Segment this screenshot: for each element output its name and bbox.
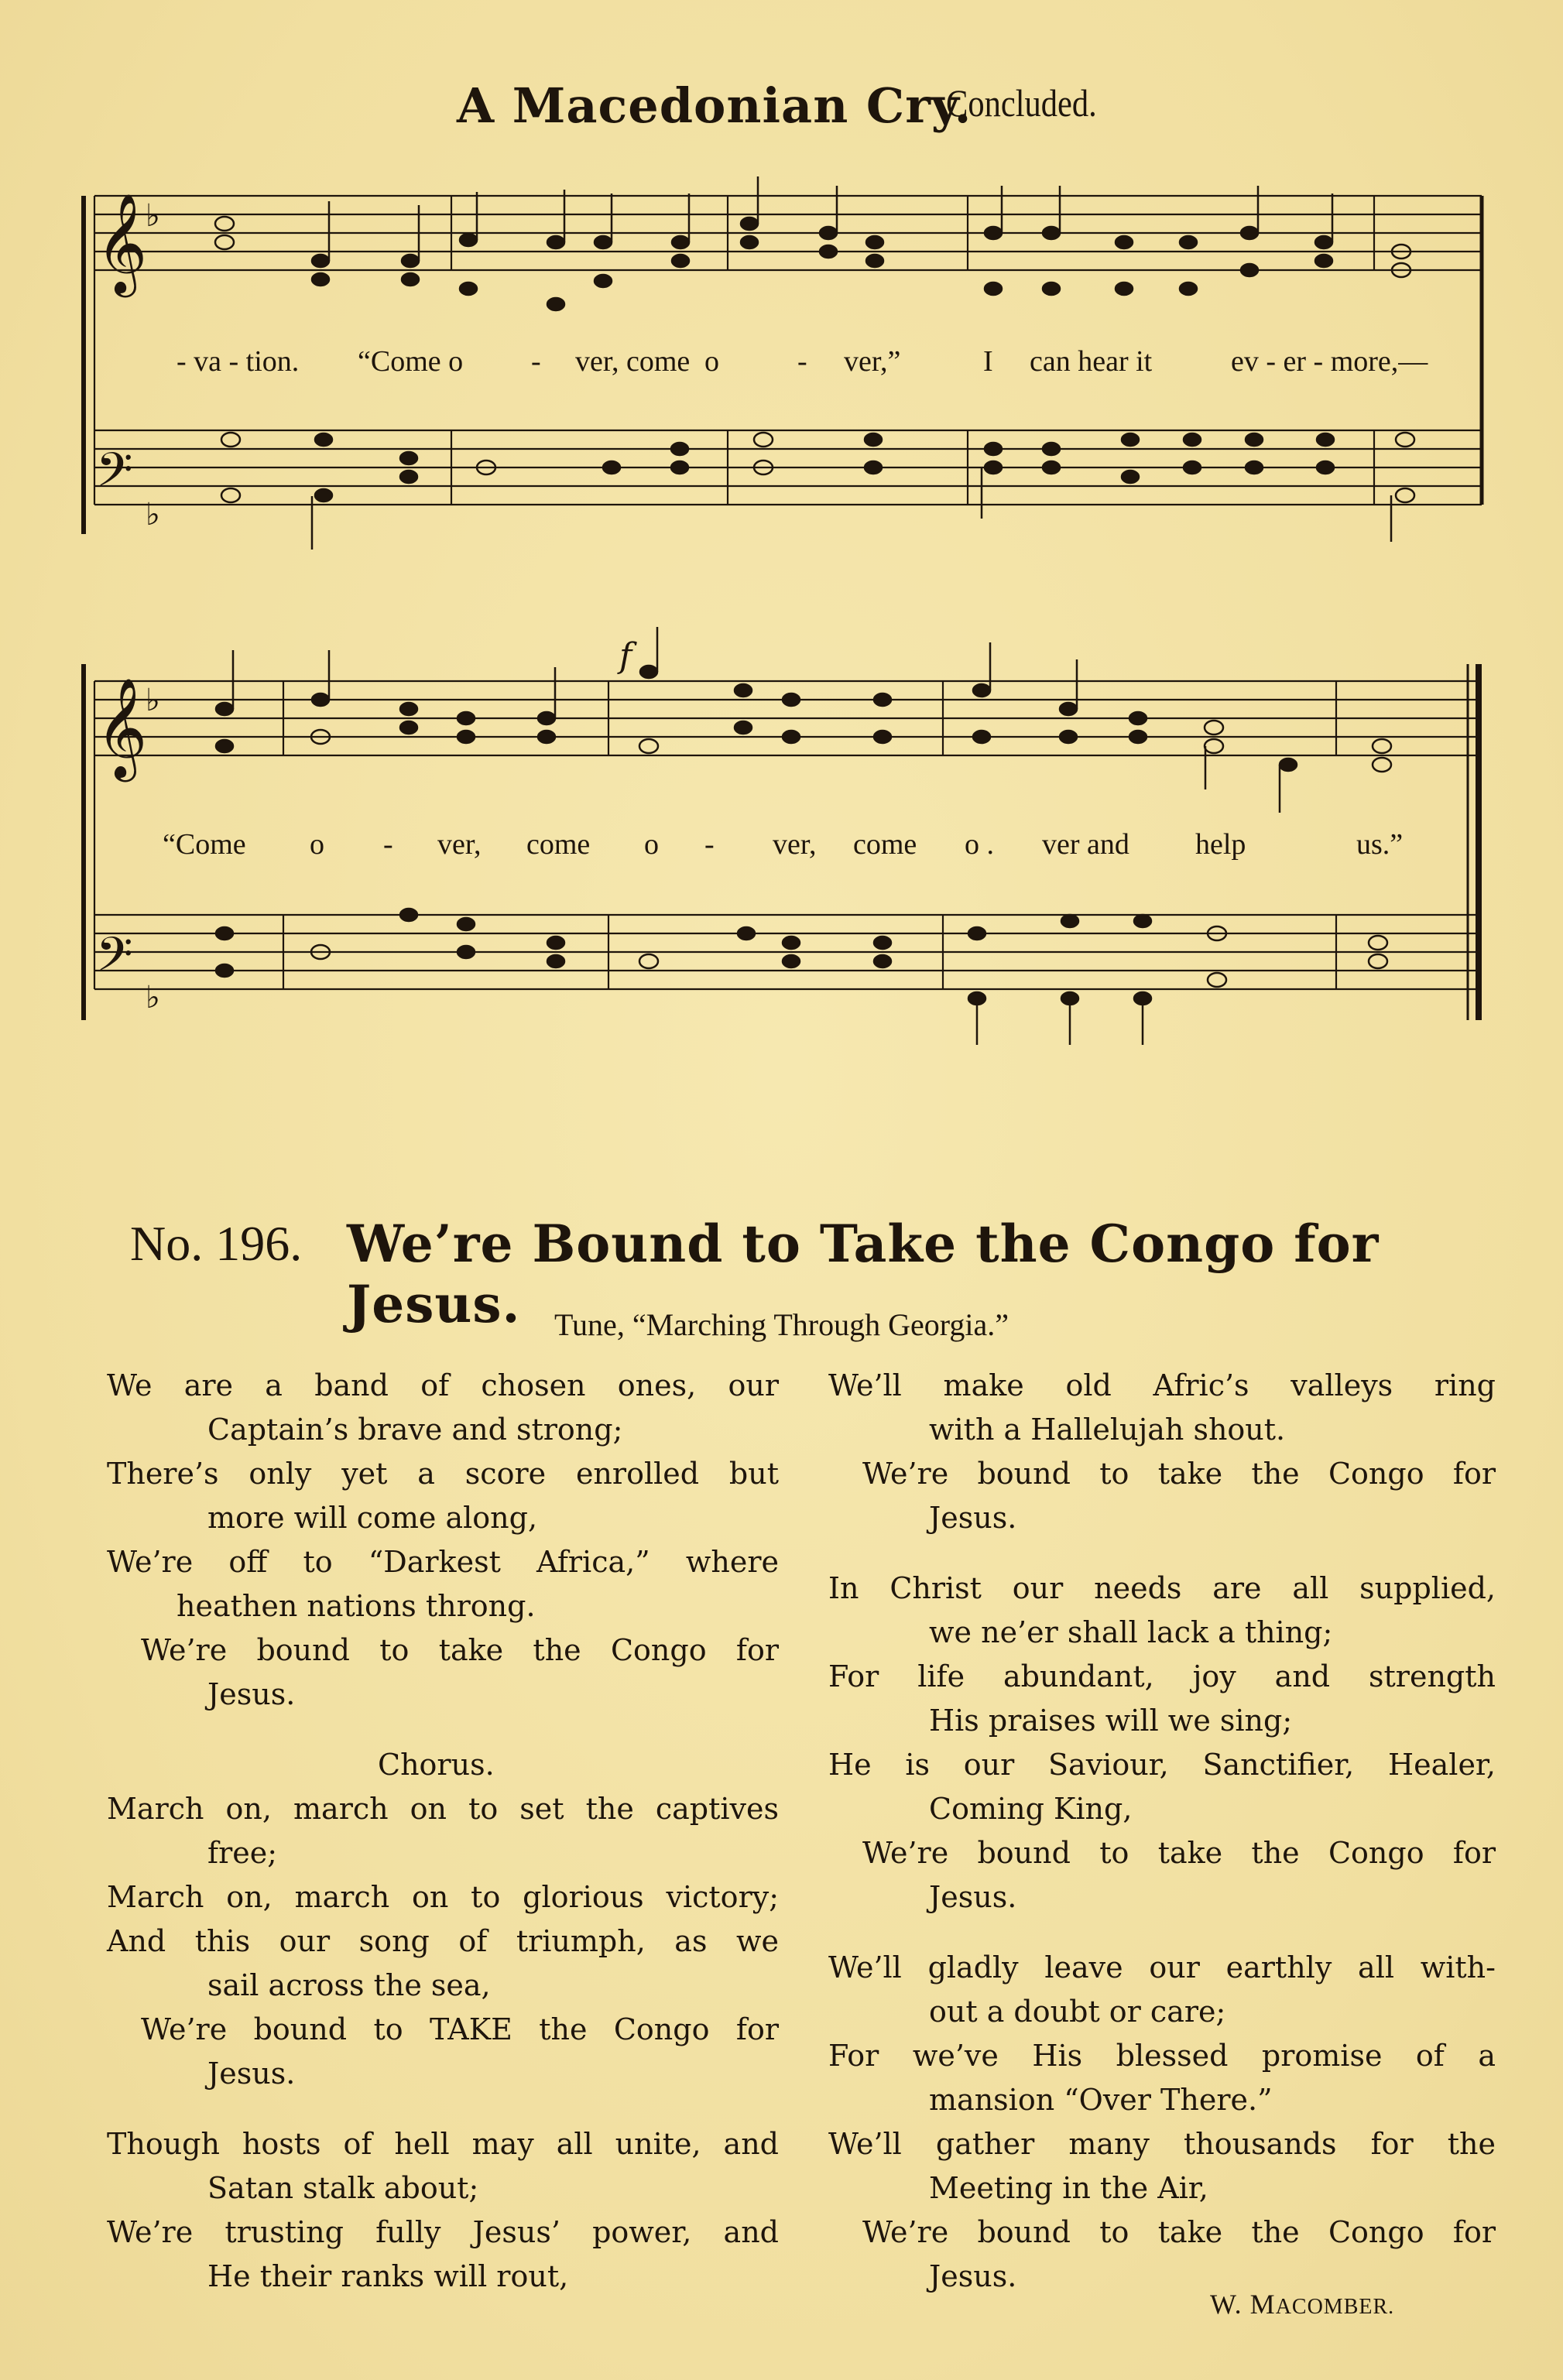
- staff-bass-1: [94, 430, 1482, 505]
- stanza-4-line-2: out a doubt or care;: [929, 1995, 1226, 2029]
- bass-clef-icon: 𝄢: [96, 443, 133, 509]
- chorus-line-4: And this our song of triumph, as we: [107, 1924, 779, 1958]
- stanza-1-line-2: Captain’s brave and strong;: [207, 1413, 623, 1447]
- lyric-s2-9: come: [853, 828, 917, 861]
- stanza-2a: [107, 2122, 779, 2299]
- dynamic-forte: f: [619, 636, 632, 676]
- lyric-s2-12: help: [1195, 828, 1246, 861]
- chorus-line-1: March on, march on to set the captives: [107, 1792, 779, 1826]
- author-surname: ACOMBER.: [1275, 2295, 1395, 2319]
- stanza-3-line-5: He is our Saviour, Sanctifier, Healer,: [828, 1748, 1496, 1782]
- lyric-s1-9: can hear it: [1030, 345, 1153, 378]
- lyric-s1-3: -: [531, 345, 541, 378]
- staff-treble-1: [94, 196, 1482, 270]
- treble-clef-icon: 𝄞: [96, 193, 148, 293]
- lyric-s2-2: o: [310, 828, 324, 861]
- author-credit: [1210, 2288, 1394, 2320]
- music-score: [0, 0, 1563, 1084]
- lyric-s2-10: o .: [965, 828, 994, 861]
- lyric-s1-2: “Come o: [358, 345, 464, 378]
- hymn-number: No. 196.: [130, 1216, 303, 1271]
- page-header-concluded: Concluded.: [946, 81, 1097, 125]
- staff-treble-2: [94, 681, 1482, 755]
- hymn-title: We’re Bound to Take the Congo for Jesus.: [347, 1214, 1380, 1334]
- svg-text:♭: ♭: [146, 683, 160, 718]
- page-header-title: A Macedonian Cry.: [457, 77, 972, 134]
- stanza-3-line-2: we ne’er shall lack a thing;: [929, 1615, 1333, 1649]
- chorus: [107, 1743, 779, 2096]
- chorus-line-7: Jesus.: [207, 2056, 296, 2091]
- stanza-2-line-4: He their ranks will rout,: [207, 2259, 569, 2293]
- stanza-1-line-4: more will come along,: [207, 1501, 538, 1535]
- chorus-line-6: We’re bound to TAKE the Congo for: [141, 2012, 779, 2046]
- stanza-4-line-4: mansion “Over There.”: [929, 2083, 1273, 2117]
- stanza-1-line-5: We’re off to “Darkest Africa,” where: [107, 1545, 779, 1579]
- stanza-2-line-2: Satan stalk about;: [207, 2171, 479, 2205]
- chorus-line-5: sail across the sea,: [207, 1968, 491, 2002]
- stanza-1-line-7: We’re bound to take the Congo for: [141, 1633, 779, 1667]
- stanza-3-line-6: Coming King,: [929, 1792, 1133, 1826]
- lyric-s2-4: ver,: [437, 828, 482, 861]
- stanza-2-line-5: We’ll make old Afric’s valleys ring: [828, 1368, 1496, 1402]
- stanza-1: [107, 1364, 779, 1717]
- stanza-4-line-6: Meeting in the Air,: [929, 2171, 1208, 2205]
- stanza-1-line-1: We are a band of chosen ones, our: [107, 1368, 779, 1402]
- chorus-heading: Chorus.: [378, 1748, 495, 1782]
- lyric-s1-10: ev - er - more,—: [1231, 345, 1428, 378]
- lyric-s2-3: -: [383, 828, 393, 861]
- stanza-3: [828, 1567, 1496, 1919]
- lyric-s1-6: -: [797, 345, 807, 378]
- stanza-1-line-8: Jesus.: [207, 1677, 296, 1711]
- lyric-s2-11: ver and: [1042, 828, 1129, 861]
- stanza-4-line-7: We’re bound to take the Congo for: [862, 2215, 1496, 2249]
- stanza-2-line-1: Though hosts of hell may all unite, and: [107, 2127, 779, 2161]
- lyric-s2-7: -: [704, 828, 715, 861]
- stanza-3-line-7: We’re bound to take the Congo for: [862, 1836, 1496, 1870]
- svg-text:𝄢: 𝄢: [96, 927, 133, 994]
- stanza-2b: [828, 1364, 1496, 1540]
- lyric-s1-5: o: [704, 345, 719, 378]
- stanza-4: [828, 1946, 1496, 2299]
- text-column-right: [828, 1364, 1496, 2325]
- lyric-s2-8: ver,: [773, 828, 817, 861]
- stanza-2-line-8: Jesus.: [929, 1501, 1017, 1535]
- stanza-1-line-3: There’s only yet a score enrolled but: [107, 1457, 779, 1491]
- stanza-4-line-8: Jesus.: [929, 2259, 1017, 2293]
- stanza-3-line-3: For life abundant, joy and strength: [828, 1659, 1496, 1693]
- lyric-s2-5: come: [526, 828, 591, 861]
- lyric-s2-1: “Come: [163, 828, 246, 861]
- stanza-3-line-1: In Christ our needs are all supplied,: [828, 1571, 1496, 1605]
- stanza-2-line-6: with a Hallelujah shout.: [929, 1413, 1286, 1447]
- stanza-2-line-3: We’re trusting fully Jesus’ power, and: [107, 2215, 779, 2249]
- stanza-4-line-5: We’ll gather many thousands for the: [828, 2127, 1496, 2161]
- author-initial: W. M: [1210, 2289, 1276, 2320]
- flat-icon: ♭: [146, 198, 160, 234]
- chorus-line-3: March on, march on to glorious victory;: [107, 1880, 779, 1914]
- stanza-2-line-7: We’re bound to take the Congo for: [862, 1457, 1496, 1491]
- lyric-s1-8: I: [983, 345, 993, 378]
- staff-bass-2: [94, 915, 1482, 989]
- stanza-3-line-8: Jesus.: [929, 1880, 1017, 1914]
- chorus-line-2: free;: [207, 1836, 278, 1870]
- lyric-s2-6: o: [644, 828, 659, 861]
- lyric-s1-7: ver,”: [844, 345, 901, 378]
- stanza-4-line-1: We’ll gladly leave our earthly all with-: [828, 1950, 1496, 1984]
- svg-text:𝄞: 𝄞: [96, 677, 148, 778]
- svg-text:♭: ♭: [146, 497, 160, 533]
- stanza-1-line-6: heathen nations throng.: [177, 1589, 536, 1623]
- svg-text:♭: ♭: [146, 980, 160, 1015]
- hymn-tune: Tune, “Marching Through Georgia.”: [554, 1307, 1009, 1342]
- text-column-left: [107, 1364, 779, 2325]
- lyric-s1-1: - va - tion.: [177, 345, 300, 378]
- lyric-s1-4: ver, come: [575, 345, 691, 378]
- stanza-4-line-3: For we’ve His blessed promise of a: [828, 2039, 1496, 2073]
- lyric-s2-13: us.”: [1356, 828, 1404, 861]
- stanza-3-line-4: His praises will we sing;: [929, 1704, 1293, 1738]
